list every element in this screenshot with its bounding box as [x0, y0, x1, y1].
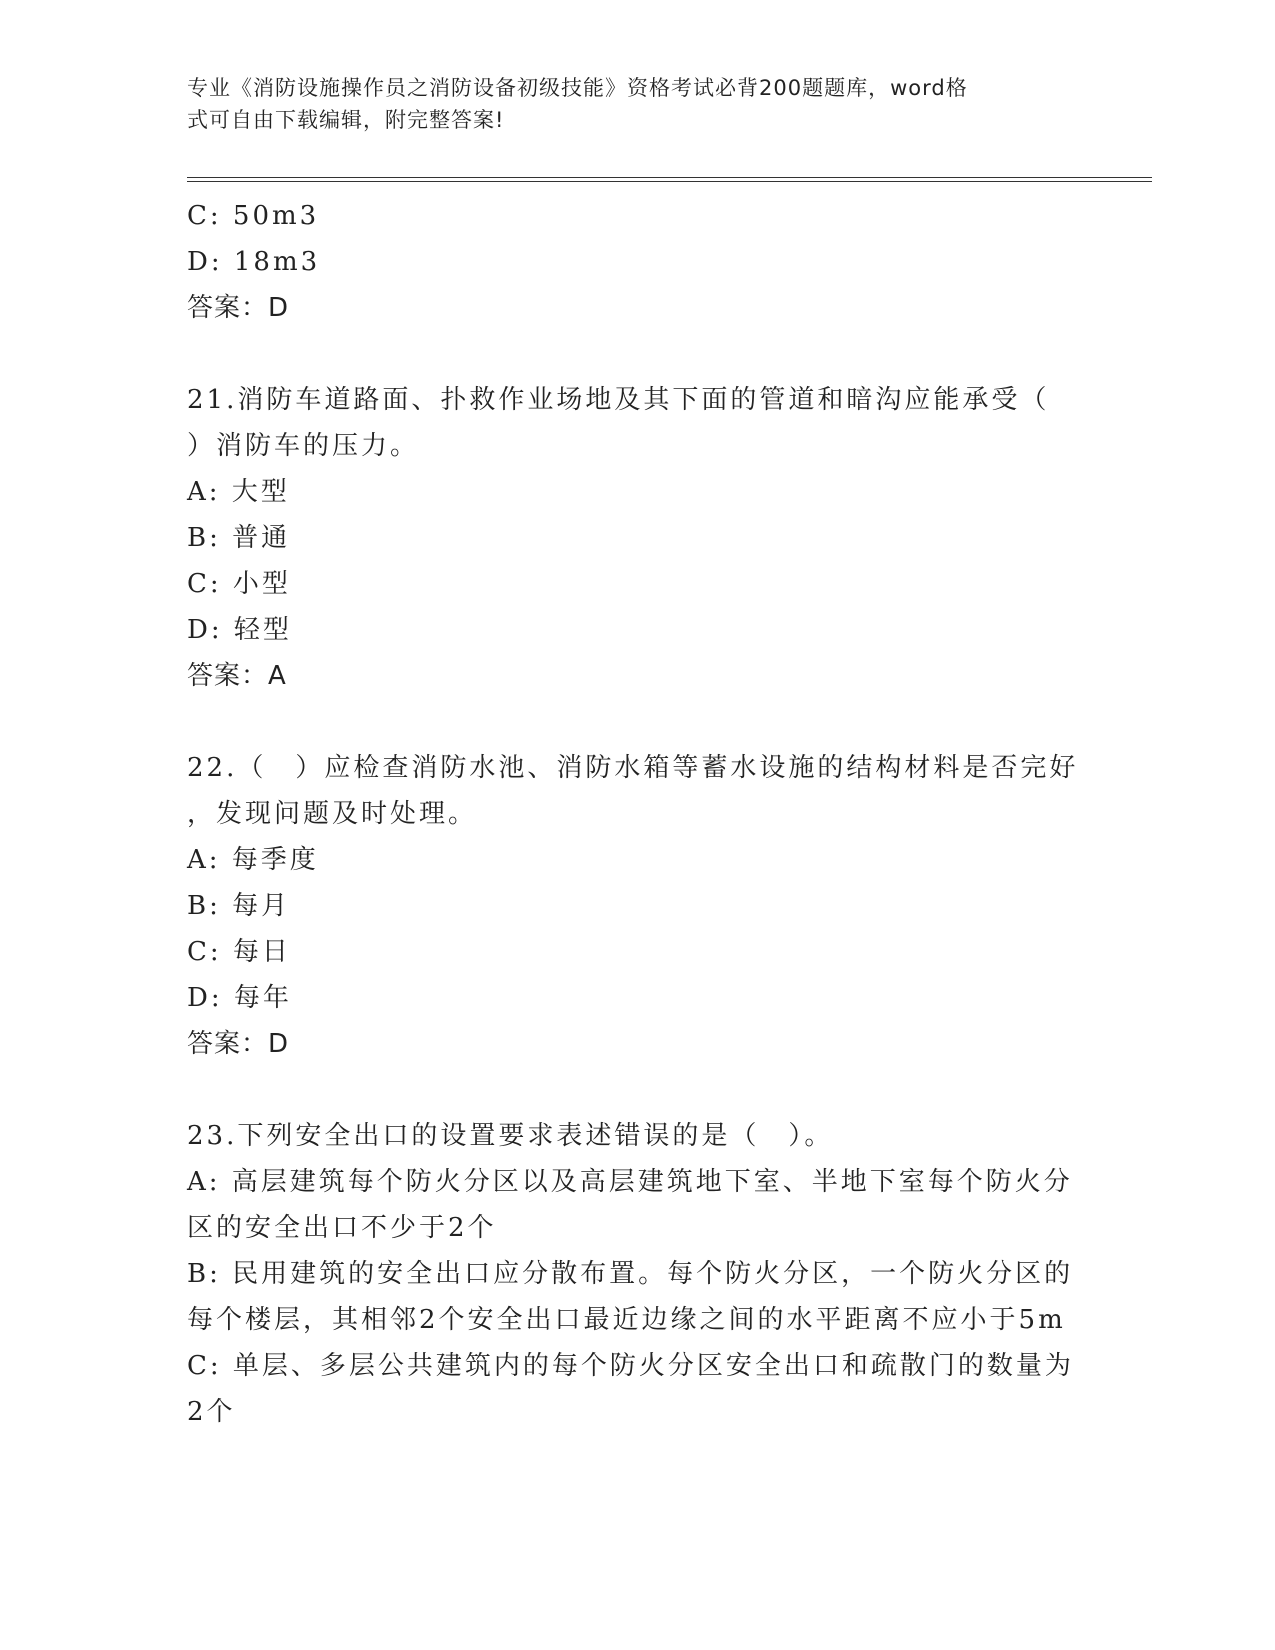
option-b: B: 民用建筑的安全出口应分散布置。每个防火分区，一个防火分区的 — [187, 1259, 1074, 1289]
option-c: C: 单层、多层公共建筑内的每个防火分区安全出口和疏散门的数量为 — [187, 1351, 1074, 1381]
option-c-continued: 2个 — [187, 1397, 236, 1427]
spacer — [187, 331, 1087, 377]
option-a: A: 每季度 — [187, 845, 319, 875]
previous-question-tail — [187, 193, 1087, 331]
question-23 — [187, 1113, 1087, 1435]
page-header — [187, 72, 1067, 136]
question-stem: ，发现问题及时处理。 — [187, 799, 478, 829]
option-b: B: 普通 — [187, 523, 291, 553]
question-stem: 21.消防车道路面、扑救作业场地及其下面的管道和暗沟应能承受（ — [187, 385, 1050, 415]
spacer — [187, 1067, 1087, 1113]
spacer — [187, 699, 1087, 745]
question-21 — [187, 377, 1087, 699]
option-a: A: 高层建筑每个防火分区以及高层建筑地下室、半地下室每个防火分 — [187, 1167, 1073, 1197]
answer-line: 答案：D — [187, 293, 290, 323]
header-line-1: 专业《消防设施操作员之消防设备初级技能》资格考试必背200题题库，word格 — [187, 76, 968, 100]
document-body — [187, 193, 1087, 1435]
option-d: D: 轻型 — [187, 615, 292, 645]
option-a-continued: 区的安全出口不少于2个 — [187, 1213, 497, 1243]
question-22 — [187, 745, 1087, 1067]
option-c: C: 小型 — [187, 569, 291, 599]
option-d: D: 每年 — [187, 983, 292, 1013]
question-stem: ）消防车的压力。 — [187, 431, 420, 461]
answer-line: 答案：D — [187, 1029, 290, 1059]
header-divider — [187, 177, 1152, 182]
question-stem: 23.下列安全出口的设置要求表述错误的是（ ）。 — [187, 1121, 834, 1151]
option-b: B: 每月 — [187, 891, 291, 921]
question-stem: 22.（ ）应检查消防水池、消防水箱等蓄水设施的结构材料是否完好 — [187, 753, 1079, 783]
option-b-continued: 每个楼层，其相邻2个安全出口最近边缘之间的水平距离不应小于5m — [187, 1305, 1066, 1335]
header-line-2: 式可自由下载编辑，附完整答案! — [187, 108, 505, 132]
option-c: C: 50m3 — [187, 201, 320, 231]
option-d: D: 18m3 — [187, 247, 321, 277]
option-a: A: 大型 — [187, 477, 290, 507]
option-c: C: 每日 — [187, 937, 291, 967]
answer-line: 答案：A — [187, 661, 287, 691]
